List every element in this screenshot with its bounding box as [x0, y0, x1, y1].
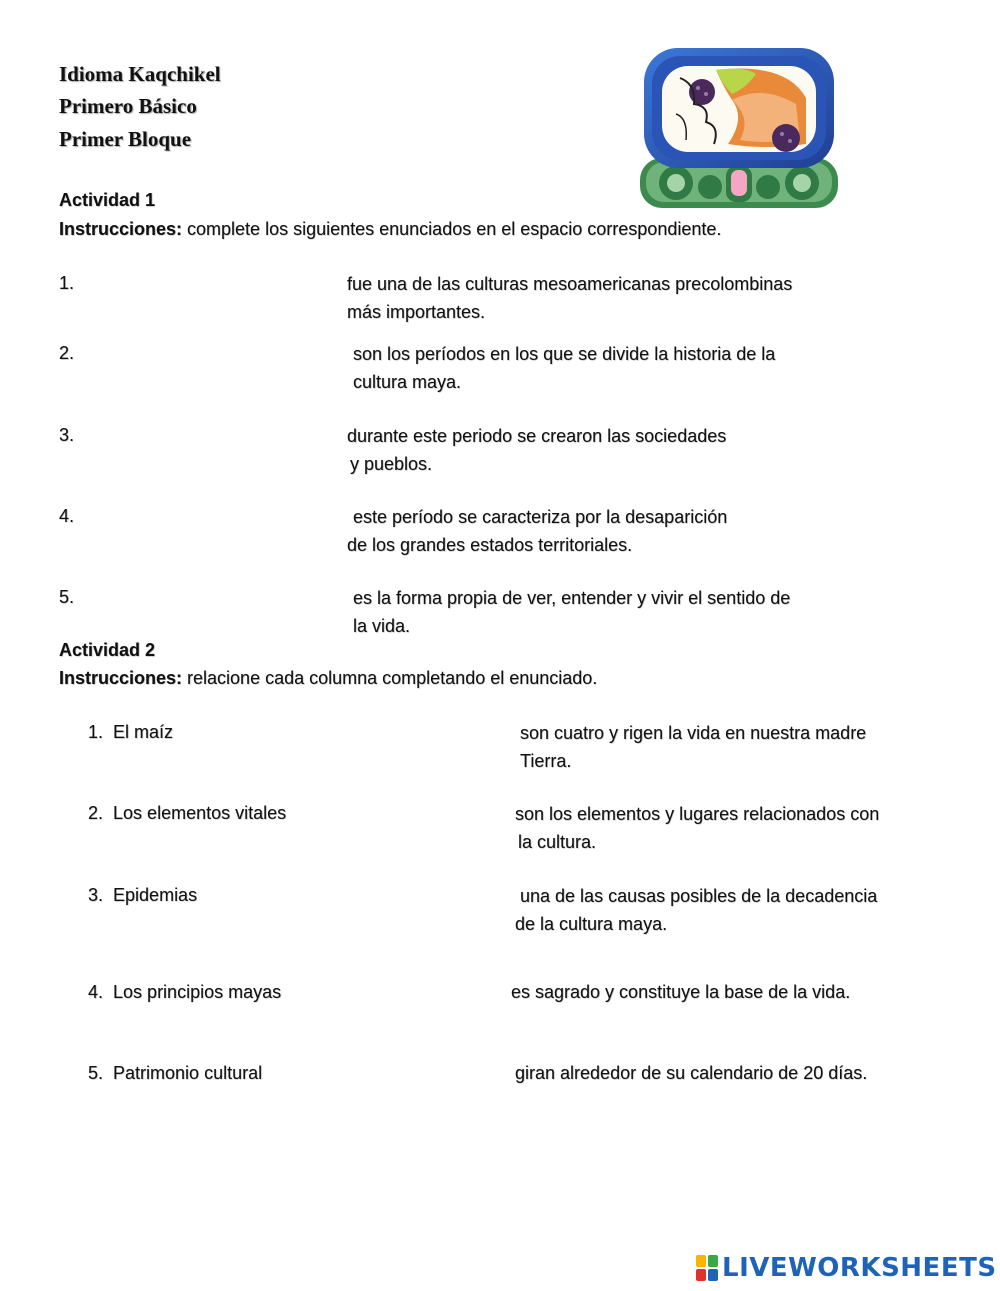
match-term: El maíz: [113, 722, 174, 742]
match-left-item: [88, 1063, 262, 1084]
item-number: 1.: [59, 273, 75, 293]
match-right-item: es sagrado y constituye la base de la vida.: [511, 982, 851, 1002]
statement-line: de los grandes estados territoriales.: [347, 535, 633, 555]
match-term: Patrimonio cultural: [113, 1063, 263, 1083]
activity1-instructions: [59, 219, 721, 240]
definition-line: de la cultura maya.: [515, 914, 668, 934]
instructions-label: Instrucciones:: [59, 668, 183, 688]
statement-item: [353, 584, 790, 640]
match-left-item: [88, 885, 197, 906]
definition-line: son los elementos y lugares relacionados con: [515, 804, 880, 824]
statement-line: durante este periodo se crearon las sociedades: [347, 426, 727, 446]
statement-line: y pueblos.: [350, 454, 433, 474]
statement-item: [347, 270, 792, 326]
definition-line: son cuatro y rigen la vida en nuestra madre: [520, 723, 867, 743]
statement-line: fue una de las culturas mesoamericanas precolombinas: [347, 274, 793, 294]
grade-title: Primero Básico: [59, 94, 197, 118]
definition-line: Tierra.: [520, 751, 572, 771]
instructions-label: Instrucciones:: [59, 219, 183, 239]
match-right-item: [515, 882, 877, 938]
statement-item: [347, 422, 726, 478]
match-left-item: [88, 722, 173, 743]
statement-line: son los períodos en los que se divide la historia de la: [353, 344, 776, 364]
block-title: Primer Bloque: [59, 127, 192, 151]
logo-mark-icon: [696, 1255, 718, 1281]
match-term: Los principios mayas: [113, 982, 282, 1002]
statement-line: este período se caracteriza por la desaparición: [353, 507, 728, 527]
liveworksheets-logo: [696, 1253, 997, 1283]
definition-line: la cultura.: [518, 832, 597, 852]
match-left-item: [88, 803, 286, 824]
subject-title: Idioma Kaqchikel: [59, 62, 221, 86]
item-number: 4.: [59, 506, 75, 526]
match-right-item: [515, 800, 879, 856]
statement-line: es la forma propia de ver, entender y vivir el sentido de: [353, 588, 791, 608]
item-number: 1.: [88, 722, 104, 742]
match-term: Epidemias: [113, 885, 198, 905]
item-number: 3.: [59, 425, 75, 445]
item-number: 4.: [88, 982, 104, 1002]
activity2-instructions: [59, 668, 597, 689]
activity2-title: Actividad 2: [59, 640, 156, 660]
item-number: 2.: [88, 803, 104, 823]
item-number: 2.: [59, 343, 75, 363]
statement-line: más importantes.: [347, 302, 486, 322]
activity1-title: Actividad 1: [59, 190, 156, 210]
statement-line: cultura maya.: [353, 372, 462, 392]
definition-line: una de las causas posibles de la decadencia: [520, 886, 878, 906]
match-right-item: [520, 719, 866, 775]
item-number: 3.: [88, 885, 104, 905]
statement-item: [353, 340, 775, 396]
item-number: 5.: [59, 587, 75, 607]
match-right-item: giran alrededor de su calendario de 20 días.: [515, 1063, 868, 1083]
match-left-item: [88, 982, 281, 1003]
brand-text: LIVEWORKSHEETS: [722, 1253, 997, 1283]
statement-line: la vida.: [353, 616, 411, 636]
instructions-text: complete los siguientes enunciados en el espacio correspondiente.: [182, 219, 722, 239]
instructions-text: relacione cada columna completando el enunciado.: [182, 668, 598, 688]
item-number: 5.: [88, 1063, 104, 1083]
statement-item: [347, 503, 727, 559]
maya-day-sign-icon: [636, 44, 842, 212]
match-term: Los elementos vitales: [113, 803, 287, 823]
